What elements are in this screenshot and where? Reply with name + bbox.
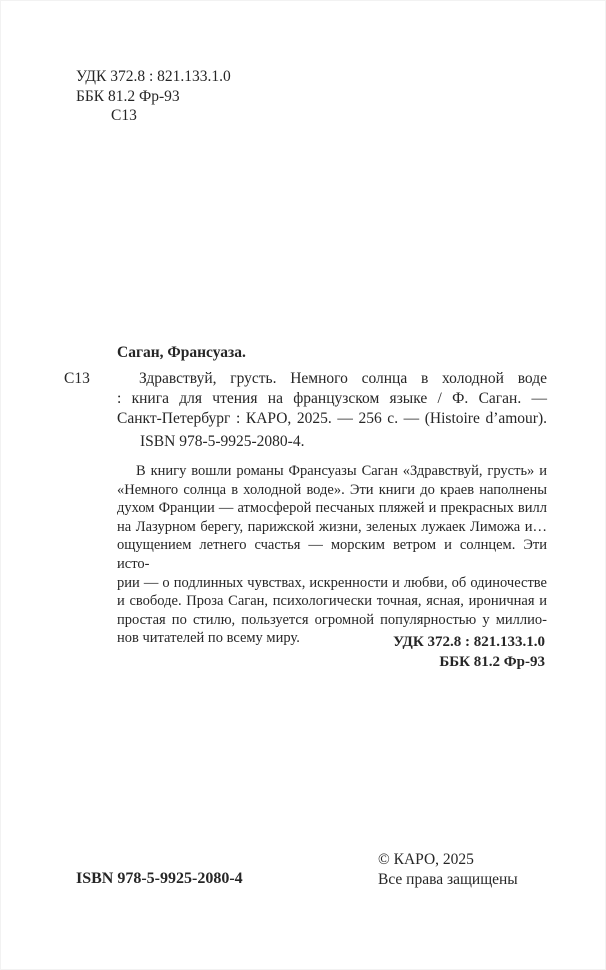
isbn-footer: ISBN 978-5-9925-2080-4 [76, 870, 243, 887]
isbn-catalog: ISBN 978-5-9925-2080-4. [140, 433, 305, 450]
text-line: Санкт-Петербург : КАРО, 2025. — 256 с. — (Histoire d’amour). [117, 410, 547, 427]
text-line: духом Франции — атмосферой песчаных пляжей и прекрасных вилл [117, 500, 547, 517]
copyright-line: © КАРО, 2025 [378, 851, 474, 868]
text-line: рии — о подлинных чувствах, искренности и любви, об одиночестве [117, 574, 547, 591]
text-line: и свободе. Проза Саган, психологически точная, ясная, ироничная и [117, 593, 547, 610]
catalog-author: Саган, Франсуаза. [117, 344, 246, 361]
udc-code-bottom: УДК 372.8 : 821.133.1.0 [393, 634, 545, 650]
text-line: нов читателей по всему миру. [117, 630, 300, 647]
text-line: простая по стилю, пользуется огромной популярностью у миллио- [117, 611, 547, 628]
bbk-code-bottom: ББК 81.2 Фр-93 [439, 653, 545, 670]
text-line: В книгу вошли романы Франсуазы Саган «Здравствуй, грусть» и [136, 463, 547, 479]
annotation-paragraph [117, 462, 547, 648]
author-sign-entry: С13 [64, 370, 90, 387]
author-sign-top: С13 [111, 107, 137, 124]
classification-block-top [76, 67, 231, 126]
copyright-block [378, 850, 518, 890]
text-line: Здравствуй, грусть. Немного солнца в холодной воде [139, 370, 547, 387]
text-line: «Немного солнца в холодной воде». Эти книги до краев наполнены [117, 481, 547, 498]
classification-block-bottom [393, 633, 545, 672]
udc-code-top: УДК 372.8 : 821.133.1.0 [76, 68, 231, 85]
text-line: : книга для чтения на французском языке / Ф. Саган. — [117, 390, 547, 407]
bbk-code-top: ББК 81.2 Фр-93 [76, 87, 180, 105]
text-line: на Лазурном берегу, парижской жизни, зеленых лужаек Лиможа и… [117, 518, 547, 535]
bibliographic-description [117, 369, 547, 429]
text-line: ощущением летнего счастья — морским ветром и солнцем. Эти исто- [117, 537, 547, 572]
rights-line: Все права защищены [378, 871, 518, 888]
